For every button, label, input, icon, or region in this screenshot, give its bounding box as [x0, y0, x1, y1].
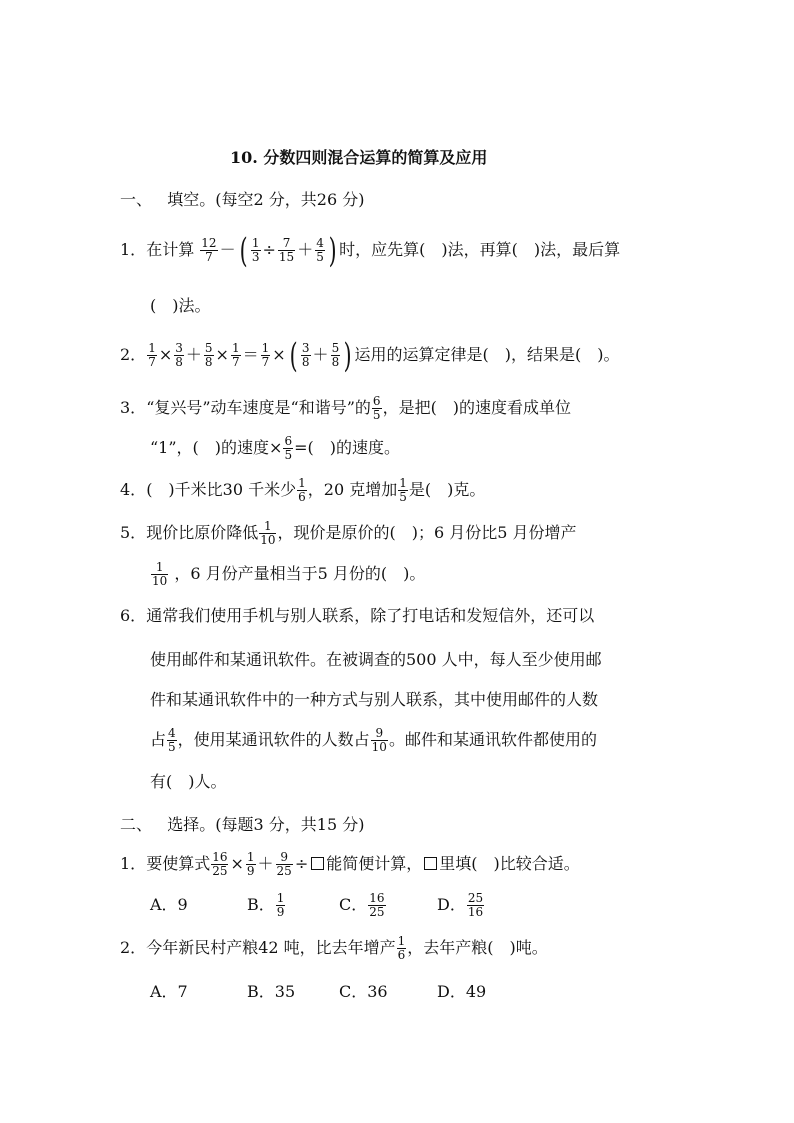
- fraction: $\frac{1}{6}$: [298, 476, 306, 504]
- question-6-line-1: 6．通常我们使用手机与别人联系，除了打电话和发短信外，还可以: [120, 606, 595, 625]
- question-5-line-2: $\frac{1}{10}$ ，6 月份产量相当于5 月份的( )。: [152, 560, 426, 588]
- option-a[interactable]: A．9: [150, 895, 188, 914]
- blank-box-icon: [311, 857, 324, 870]
- option-a[interactable]: A．7: [150, 982, 188, 1001]
- fraction: $\frac{5}{8}$: [331, 341, 340, 369]
- section-1-number: 一、: [120, 190, 153, 209]
- fraction: $\frac{1}{6}$: [397, 934, 406, 962]
- question-6-line-2: 使用邮件和某通讯软件。在被调查的500 人中，每人至少使用邮: [150, 650, 602, 669]
- right-paren: ): [328, 230, 337, 271]
- choice-1-options: [150, 887, 485, 923]
- option-d[interactable]: D．49: [437, 982, 487, 1001]
- question-1-line-2: ( )法。: [150, 296, 211, 315]
- fraction: $\frac{4}{5}$: [316, 236, 324, 264]
- fraction: $\frac{9}{10}$: [371, 726, 387, 754]
- left-paren: (: [239, 230, 248, 271]
- option-c[interactable]: C．36: [339, 982, 388, 1001]
- question-3-line-2: “1”，( )的速度× $\frac{6}{5}$ =( )的速度。: [150, 434, 400, 462]
- divide-sign: ÷: [262, 240, 276, 259]
- question-1-post: 时，应先算( )法，再算( )法，最后算: [339, 240, 621, 259]
- option-b[interactable]: B．35: [247, 982, 296, 1001]
- fraction: $\frac{1}{7}$: [148, 341, 156, 369]
- fraction: $\frac{9}{25}$: [276, 850, 292, 878]
- blank-box-icon: [424, 857, 437, 870]
- minus-sign: －: [219, 240, 236, 259]
- question-1-pre: 在计算: [146, 240, 195, 259]
- question-2-number: 2．: [120, 345, 147, 364]
- choice-question-2: 2．今年新民村产粮42 吨，比去年增产 $\frac{1}{6}$ ，去年产粮( )吨。: [120, 934, 548, 962]
- fraction: $\frac{6}{5}$: [372, 394, 381, 422]
- question-6-line-5: 有( )人。: [150, 772, 227, 791]
- choice-question-1: 1．要使算式 $\frac{16}{25}$ × $\frac{1}{9}$ ＋ $\frac{9}{25}$ ÷ 能简便计算， 里填( )比较合适。: [120, 850, 580, 878]
- question-6-line-4: 占 $\frac{4}{5}$ ，使用某通讯软件的人数占 $\frac{9}{10}$ 。邮件和某通讯软件都使用的: [150, 726, 597, 754]
- section-2-text: 选择。(每题3 分，共15 分): [167, 815, 365, 834]
- fraction: $\frac{1}{7}$: [231, 341, 240, 369]
- fraction: $\frac{6}{5}$: [284, 434, 293, 462]
- fraction: $\frac{3}{8}$: [301, 341, 310, 369]
- plus-sign: ＋: [297, 240, 314, 259]
- question-1: [120, 230, 620, 270]
- section-2-heading: [120, 815, 364, 835]
- option-d[interactable]: D． $\frac{25}{16}$: [437, 891, 484, 919]
- fraction: $\frac{1}{5}$: [399, 476, 407, 504]
- fraction: $\frac{3}{8}$: [175, 341, 183, 369]
- right-paren: ): [343, 335, 352, 376]
- fraction: $\frac{1}{10}$: [260, 519, 276, 547]
- fraction: $\frac{1}{9}$: [246, 850, 255, 878]
- fraction: $\frac{4}{5}$: [168, 726, 176, 754]
- page-title: 10. 分数四则混合运算的简算及应用: [230, 148, 488, 167]
- choice-2-options: [150, 982, 486, 1002]
- question-2: 2． $\frac{1}{7}$ × $\frac{3}{8}$ ＋ $\frac{5}{8}$ × $\frac{1}{7}$ ＝ $\frac{1}{7}$ × ( $\frac{3}{8}$ ＋ $\frac{5}{8}$ ) 运用的运算定律是( )，结果是( )。: [120, 335, 620, 376]
- fraction: $\frac{7}{15}$: [278, 236, 295, 264]
- question-3-line-1: 3．“复兴号”动车速度是“和谐号”的 $\frac{6}{5}$ ，是把( )的速度看成单位: [120, 394, 572, 422]
- section-2-number: 二、: [120, 815, 153, 834]
- section-1-text: 填空。(每空2 分，共26 分): [167, 190, 365, 209]
- question-4: 4．( )千米比30 千米少 $\frac{1}{6}$ ，20 克增加 $\frac{1}{5}$ 是( )克。: [120, 476, 486, 504]
- section-1-heading: [120, 190, 364, 210]
- left-paren: (: [289, 335, 298, 376]
- fraction: $\frac{1}{3}$: [251, 236, 260, 264]
- fraction: $\frac{1}{7}$: [261, 341, 270, 369]
- fraction: $\frac{5}{8}$: [204, 341, 213, 369]
- question-6-line-3: 件和某通讯软件中的一种方式与别人联系，其中使用邮件的人数: [150, 690, 599, 709]
- fraction: $\frac{12}{7}$: [201, 236, 217, 264]
- option-b[interactable]: B． $\frac{1}{9}$: [247, 891, 285, 919]
- fraction: $\frac{1}{10}$: [152, 560, 168, 588]
- option-c[interactable]: C． $\frac{16}{25}$: [339, 891, 385, 919]
- question-1-number: 1．: [120, 240, 147, 259]
- fraction: $\frac{16}{25}$: [212, 850, 228, 878]
- question-2-post: 运用的运算定律是( )，结果是( )。: [354, 345, 620, 364]
- question-5-line-1: 5．现价比原价降低 $\frac{1}{10}$ ，现价是原价的( )；6 月份比5 月份增产: [120, 519, 577, 547]
